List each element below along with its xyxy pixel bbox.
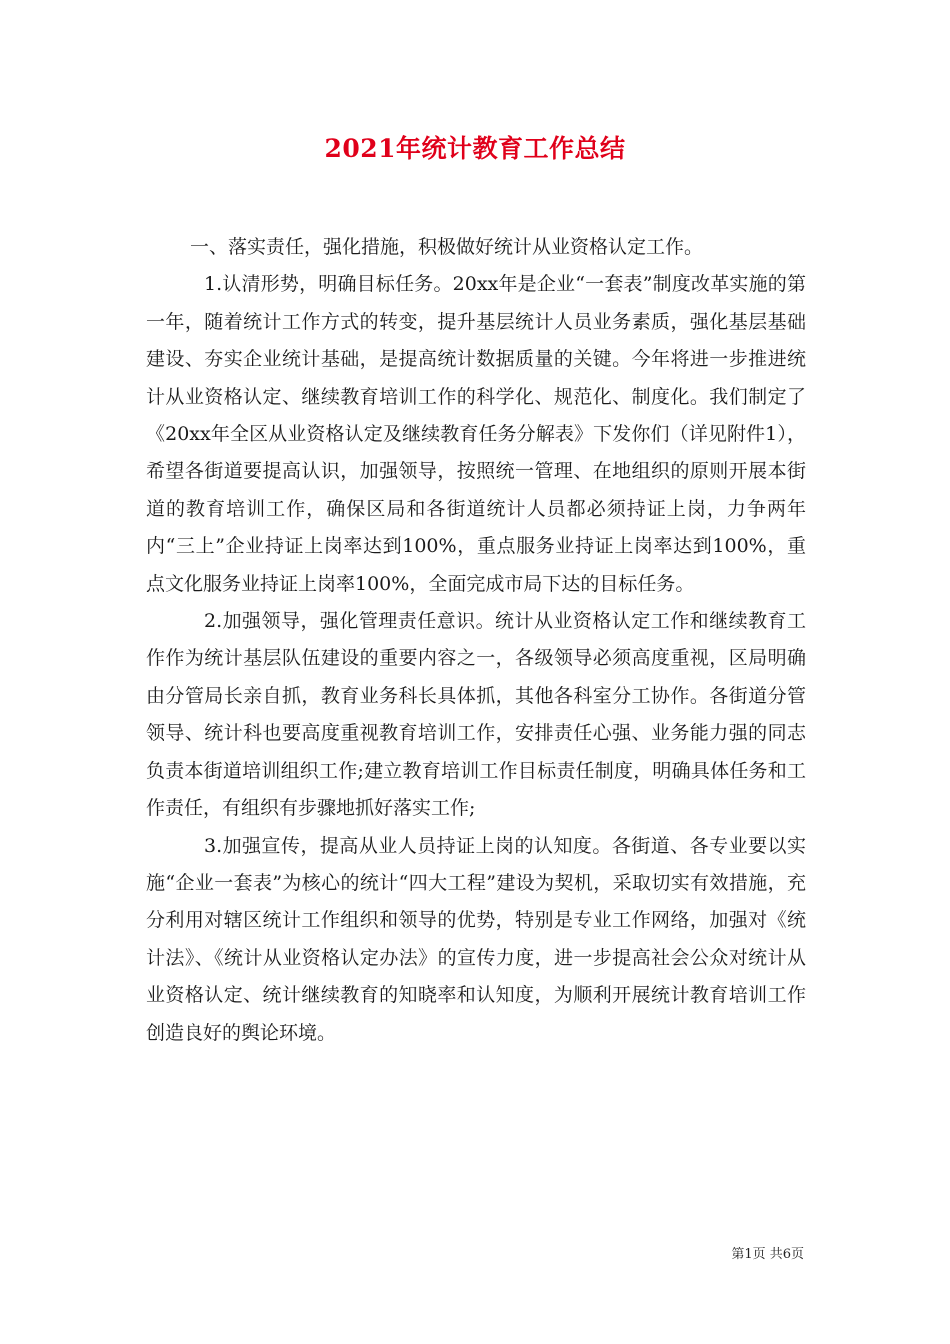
paragraph-1: 1.认清形势，明确目标任务。20xx年是企业“一套表”制度改革实施的第一年，随着统计工作方式的转变，提升基层统计人员业务素质，强化基层基础建设、夯实企业统计基础，是提高统计数据质量的关键。今年将进一步推进统计从业资格认定、继续教育培训工作的科学化、规范化、制度化。我们制定了《20xx年全区从业资格认定及继续教育任务分解表》下发你们（详见附件1），希望各街道要提高认识，加强领导，按照统一管理、在地组织的原则开展本街道的教育培训工作，确保区局和各街道统计人员都必须持证上岗，力争两年内“三上”企业持证上岗率达到100%，重点服务业持证上岗率达到100%，重点文化服务业持证上岗率100%，全面完成市局下达的目标任务。 (146, 273, 806, 595)
paragraph-3: 3.加强宣传，提高从业人员持证上岗的认知度。各街道、各专业要以实施“企业一套表”为核心的统计“四大工程”建设为契机，采取切实有效措施，充分利用对辖区统计工作组织和领导的优势，特别是专业工作网络，加强对《统计法》、《统计从业资格认定办法》的宣传力度，进一步提高社会公众对统计从业资格认定、统计继续教育的知晓率和认知度，为顺利开展统计教育培训工作创造良好的舆论环境。 (146, 834, 806, 1044)
page-indicator: 第1页 共6页 (731, 1247, 804, 1262)
section-heading: 一、落实责任，强化措施，积极做好统计从业资格认定工作。 (190, 236, 704, 258)
paragraph-2: 2.加强领导，强化管理责任意识。统计从业资格认定工作和继续教育工作作为统计基层队伍建设的重要内容之一，各级领导必须高度重视，区局明确由分管局长亲自抓，教育业务科长具体抓，其他各科室分工协作。各街道分管领导、统计科也要高度重视教育培训工作，安排责任心强、业务能力强的同志负责本街道培训组织工作;建立教育培训工作目标责任制度，明确具体任务和工作责任，有组织有步骤地抓好落实工作; (146, 610, 806, 820)
document-title: 2021年统计教育工作总结 (324, 134, 626, 163)
document-body (146, 229, 806, 1052)
